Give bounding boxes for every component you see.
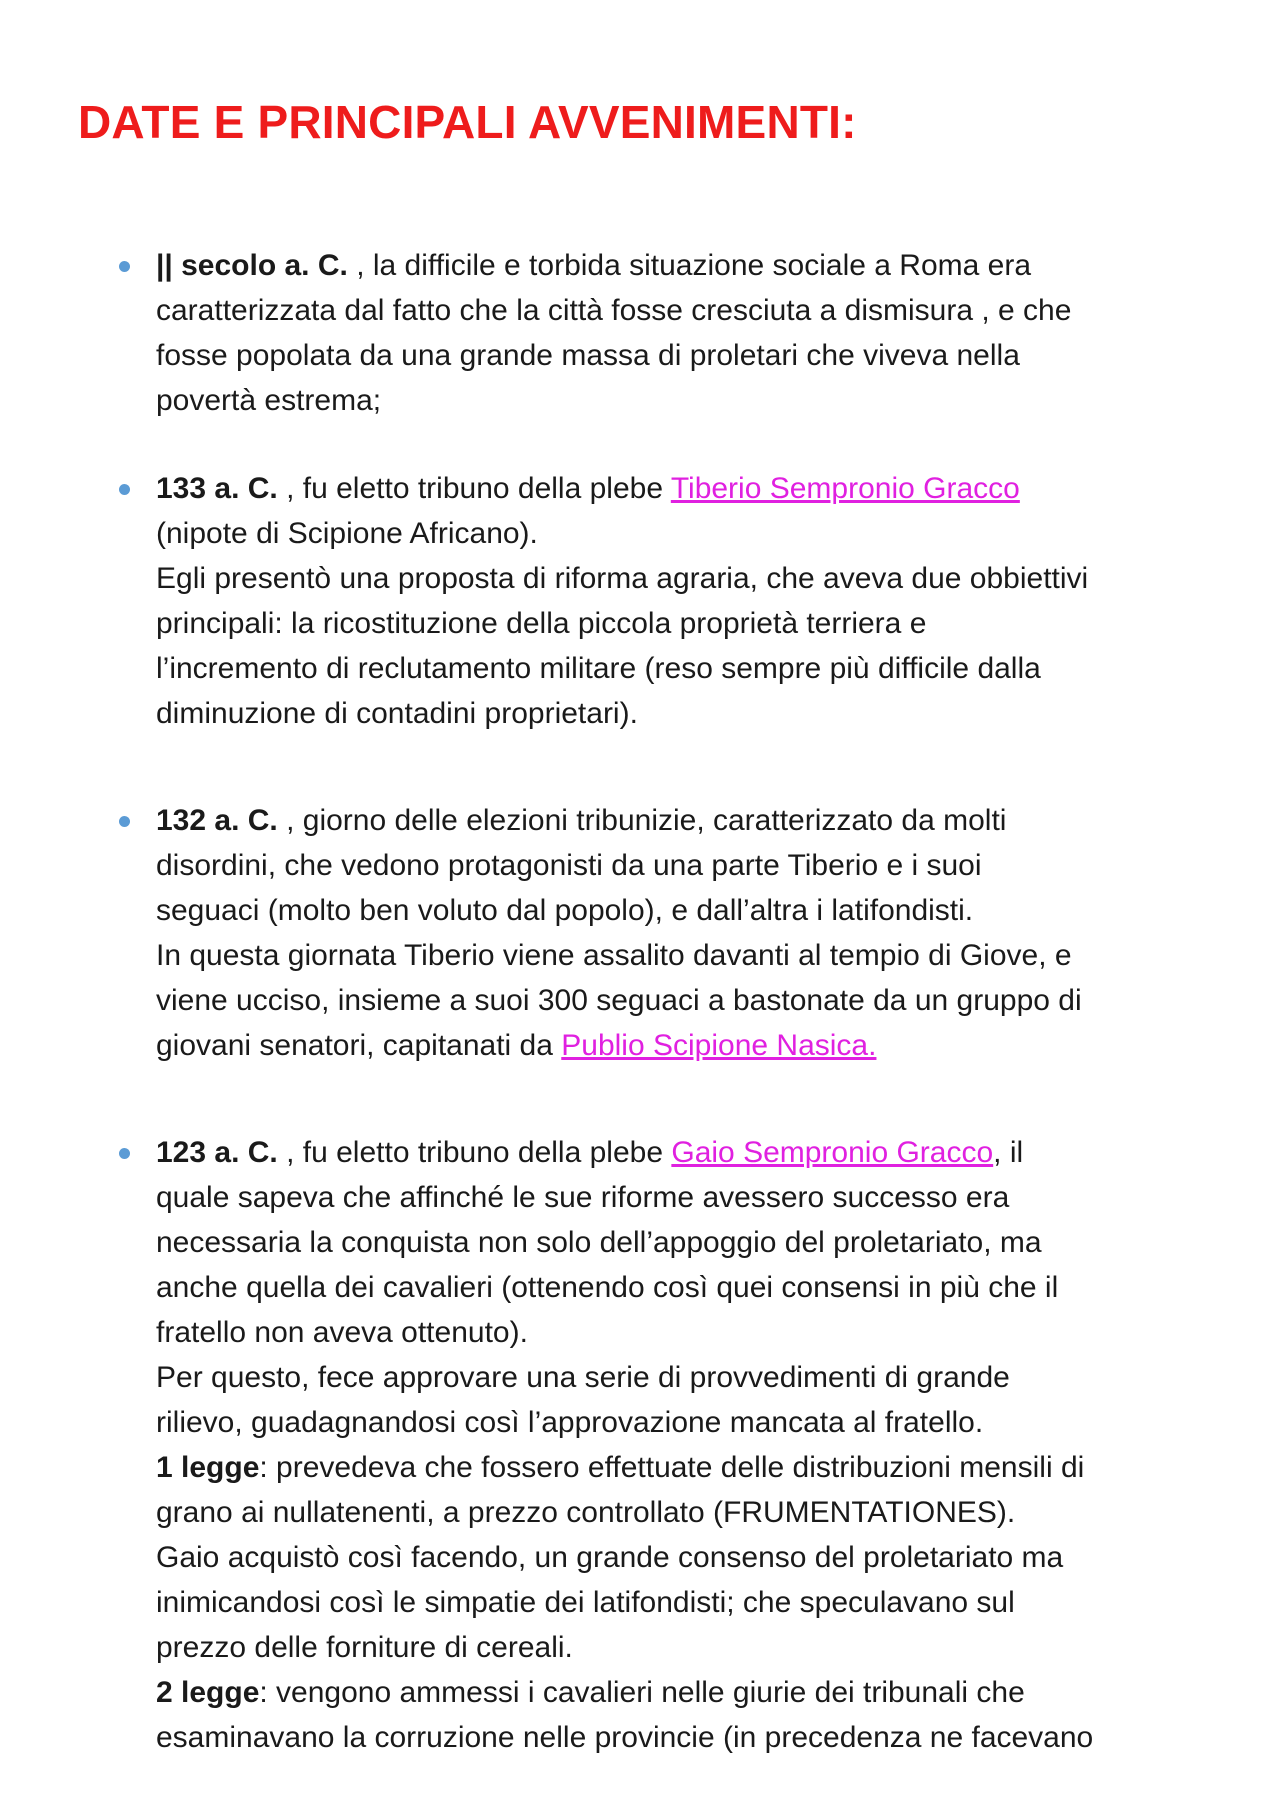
- event-text: , la difficile e torbida situazione sociale a Roma era: [347, 249, 1032, 282]
- event-line: esaminavano la corruzione nelle provincie (in precedenza ne facevano: [156, 1721, 1094, 1754]
- event-line: Gaio acquistò così facendo, un grande consenso del proletariato ma: [156, 1541, 1064, 1574]
- event-line: l’incremento di reclutamento militare (reso sempre più difficile dalla: [156, 652, 1041, 685]
- event-line: [156, 1130, 1206, 1175]
- event-date: 123 a. C.: [156, 1136, 278, 1169]
- event-line: necessaria la conquista non solo dell’appoggio del proletariato, ma: [156, 1226, 1042, 1259]
- link-gaio-sempronio-gracco[interactable]: Gaio Sempronio Gracco: [671, 1136, 994, 1169]
- event-date: 133 a. C.: [156, 472, 278, 505]
- event-line: Egli presentò una proposta di riforma agraria, che aveva due obbiettivi: [156, 562, 1089, 595]
- event-line: rilievo, guadagnandosi così l’approvazione mancata al fratello.: [156, 1406, 984, 1439]
- event-line: In questa giornata Tiberio viene assalito davanti al tempio di Giove, e: [156, 939, 1072, 972]
- event-item: [156, 243, 1206, 423]
- link-publio-scipione-nasica[interactable]: Publio Scipione Nasica.: [561, 1029, 877, 1062]
- event-line: anche quella dei cavalieri (ottenendo così quei consensi in più che il: [156, 1271, 1059, 1304]
- event-line: fratello non aveva ottenuto).: [156, 1316, 528, 1349]
- event-line: [156, 1445, 1206, 1490]
- event-text: , giorno delle elezioni tribunizie, caratterizzato da molti: [277, 804, 1007, 837]
- event-date: || secolo a. C.: [156, 249, 348, 282]
- event-line: principali: la ricostituzione della piccola proprietà terriera e: [156, 607, 927, 640]
- event-text: , il: [993, 1136, 1024, 1169]
- event-text: , fu eletto tribuno della plebe: [277, 472, 671, 505]
- event-text: : vengono ammessi i cavalieri nelle giurie dei tribunali che: [259, 1676, 1025, 1709]
- event-line: prezzo delle forniture di cereali.: [156, 1631, 573, 1664]
- event-line: grano ai nullatenenti, a prezzo controllato (FRUMENTATIONES).: [156, 1496, 1016, 1529]
- event-text: : prevedeva che fossero effettuate delle distribuzioni mensili di: [259, 1451, 1085, 1484]
- event-line: inimicandosi così le simpatie dei latifondisti; che speculavano sul: [156, 1586, 1015, 1619]
- event-line: [156, 798, 1206, 843]
- event-text: giovani senatori, capitanati da: [156, 1029, 562, 1062]
- link-tiberio-sempronio-gracco[interactable]: Tiberio Sempronio Gracco: [670, 472, 1020, 505]
- event-line: disordini, che vedono protagonisti da una parte Tiberio e i suoi: [156, 849, 982, 882]
- bullet-icon: [119, 484, 130, 495]
- event-item: [156, 466, 1206, 736]
- event-line: Per questo, fece approvare una serie di provvedimenti di grande: [156, 1361, 1010, 1394]
- event-text: , fu eletto tribuno della plebe: [277, 1136, 672, 1169]
- event-date: 132 a. C.: [156, 804, 278, 837]
- bullet-icon: [119, 1148, 130, 1159]
- event-line: diminuzione di contadini proprietari).: [156, 697, 638, 730]
- event-line: (nipote di Scipione Africano).: [156, 517, 538, 550]
- event-line: caratterizzata dal fatto che la città fosse cresciuta a dismisura , e che: [156, 294, 1072, 327]
- event-item: [156, 798, 1206, 1068]
- event-line: [156, 1023, 1206, 1068]
- event-line: fosse popolata da una grande massa di proletari che viveva nella: [156, 339, 1020, 372]
- event-line: quale sapeva che affinché le sue riforme avessero successo era: [156, 1181, 1010, 1214]
- event-item: [156, 1130, 1206, 1760]
- bullet-icon: [119, 261, 130, 272]
- event-line: [156, 1670, 1206, 1715]
- event-line: povertà estrema;: [156, 384, 382, 417]
- law-label: 1 legge: [156, 1451, 260, 1484]
- bullet-icon: [119, 816, 130, 827]
- event-line: viene ucciso, insieme a suoi 300 seguaci a bastonate da un gruppo di: [156, 984, 1082, 1017]
- law-label: 2 legge: [156, 1676, 260, 1709]
- event-line: seguaci (molto ben voluto dal popolo), e dall’altra i latifondisti.: [156, 894, 974, 927]
- page-title: DATE E PRINCIPALI AVVENIMENTI:: [78, 96, 857, 148]
- event-line: [156, 243, 1206, 288]
- event-line: [156, 466, 1206, 511]
